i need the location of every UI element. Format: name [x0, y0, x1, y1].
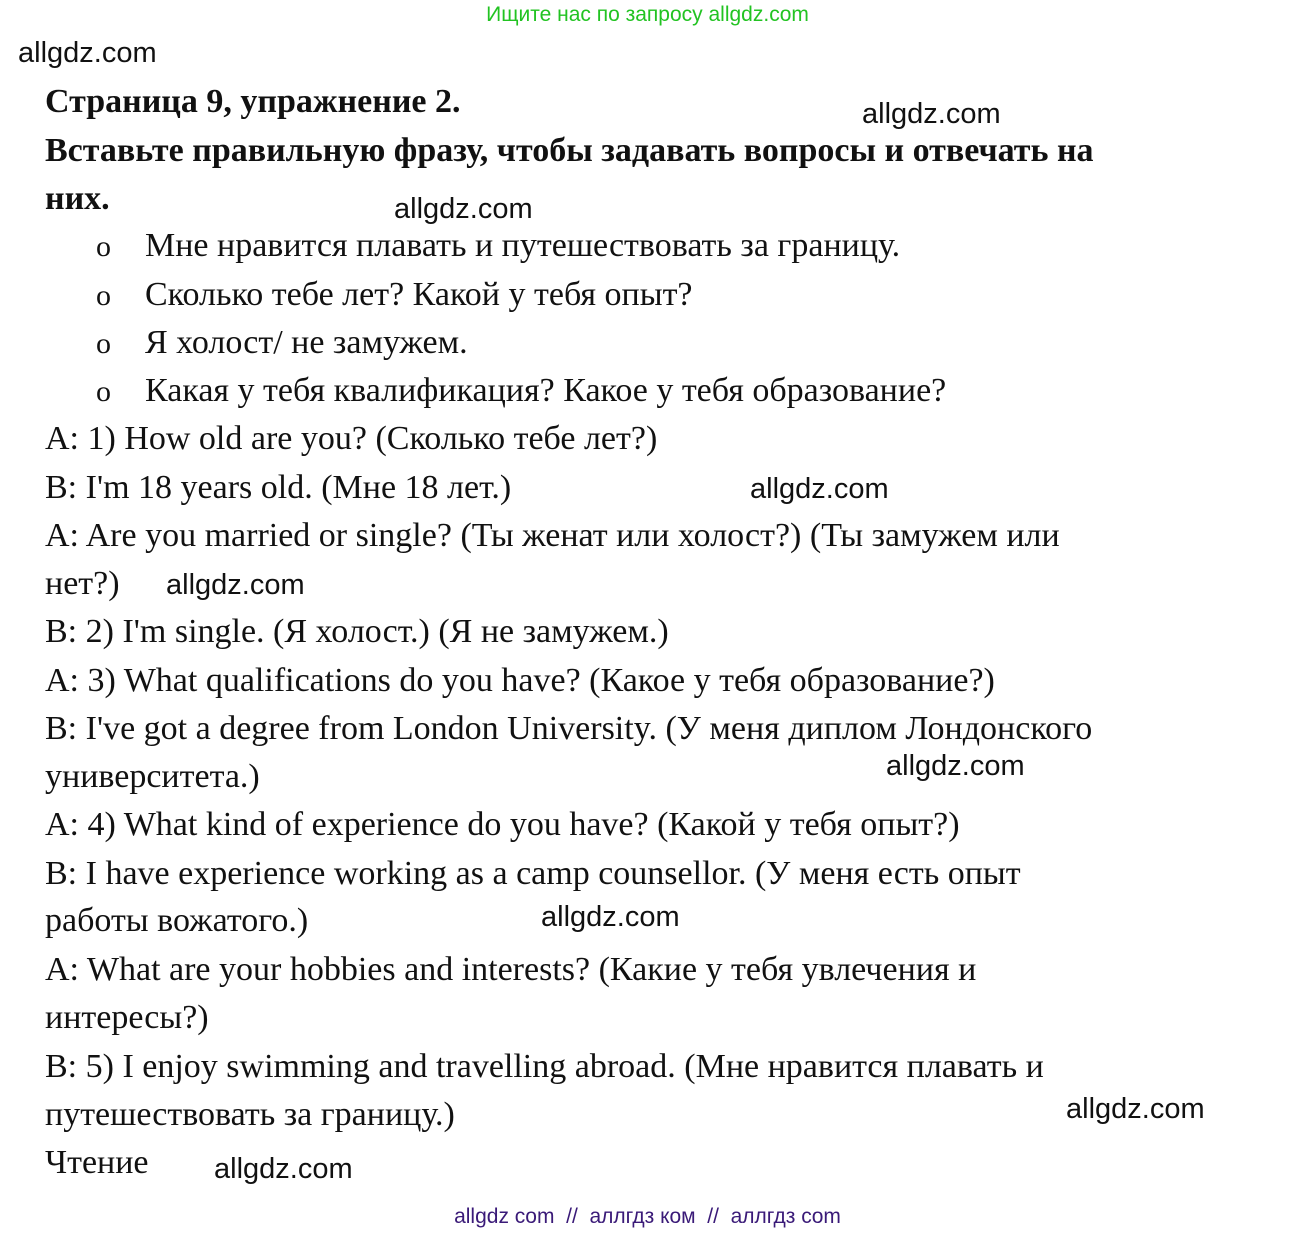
- dialogue-line: B: I have experience working as a camp counsellor. (У меня есть опыт: [45, 855, 1021, 892]
- instruction-line: Вставьте правильную фразу, чтобы задавать вопросы и отвечать на: [45, 132, 1094, 169]
- option-item: Мне нравится плавать и путешествовать за границу.: [145, 227, 901, 264]
- watermark: allgdz.com: [862, 98, 1001, 130]
- dialogue-line: A: 1) How old are you? (Сколько тебе лет?): [45, 420, 658, 457]
- watermark: allgdz.com: [394, 193, 533, 225]
- bullet-icon: o: [96, 375, 111, 408]
- option-item: Какая у тебя квалификация? Какое у тебя образование?: [145, 372, 947, 409]
- dialogue-line: путешествовать за границу.): [45, 1096, 455, 1133]
- bullet-icon: o: [96, 230, 111, 263]
- bullet-icon: o: [96, 327, 111, 360]
- option-item: Я холост/ не замужем.: [145, 324, 468, 361]
- watermark: allgdz.com: [750, 473, 889, 505]
- footer-links: allgdz com // аллгдз ком // аллгдз com: [454, 1205, 841, 1228]
- dialogue-line: работы вожатого.): [45, 902, 309, 939]
- watermark: allgdz.com: [18, 37, 157, 69]
- dialogue-line: нет?): [45, 565, 120, 602]
- dialogue-line: A: 4) What kind of experience do you have? (Какой у тебя опыт?): [45, 806, 960, 843]
- dialogue-line: B: 2) I'm single. (Я холост.) (Я не замужем.): [45, 613, 669, 650]
- watermark: allgdz.com: [886, 750, 1025, 782]
- bullet-icon: o: [96, 279, 111, 312]
- dialogue-line: B: 5) I enjoy swimming and travelling abroad. (Мне нравится плавать и: [45, 1048, 1044, 1085]
- watermark: allgdz.com: [1066, 1093, 1205, 1125]
- dialogue-line: A: 3) What qualifications do you have? (Какое у тебя образование?): [45, 662, 995, 699]
- watermark: allgdz.com: [214, 1153, 353, 1185]
- dialogue-line: A: What are your hobbies and interests? (Какие у тебя увлечения и: [45, 951, 977, 988]
- dialogue-line: B: I've got a degree from London University. (У меня диплом Лондонского: [45, 710, 1093, 747]
- page-title: Страница 9, упражнение 2.: [45, 83, 461, 120]
- dialogue-line: университета.): [45, 758, 260, 795]
- section-heading-reading: Чтение: [45, 1144, 149, 1181]
- watermark: allgdz.com: [166, 569, 305, 601]
- instruction-line: них.: [45, 180, 110, 217]
- search-banner: Ищите нас по запросу allgdz.com: [486, 3, 809, 26]
- dialogue-line: A: Are you married or single? (Ты женат или холост?) (Ты замужем или: [45, 517, 1060, 554]
- dialogue-line: интересы?): [45, 999, 209, 1036]
- dialogue-line: B: I'm 18 years old. (Мне 18 лет.): [45, 469, 512, 506]
- option-item: Сколько тебе лет? Какой у тебя опыт?: [145, 276, 693, 313]
- watermark: allgdz.com: [541, 901, 680, 933]
